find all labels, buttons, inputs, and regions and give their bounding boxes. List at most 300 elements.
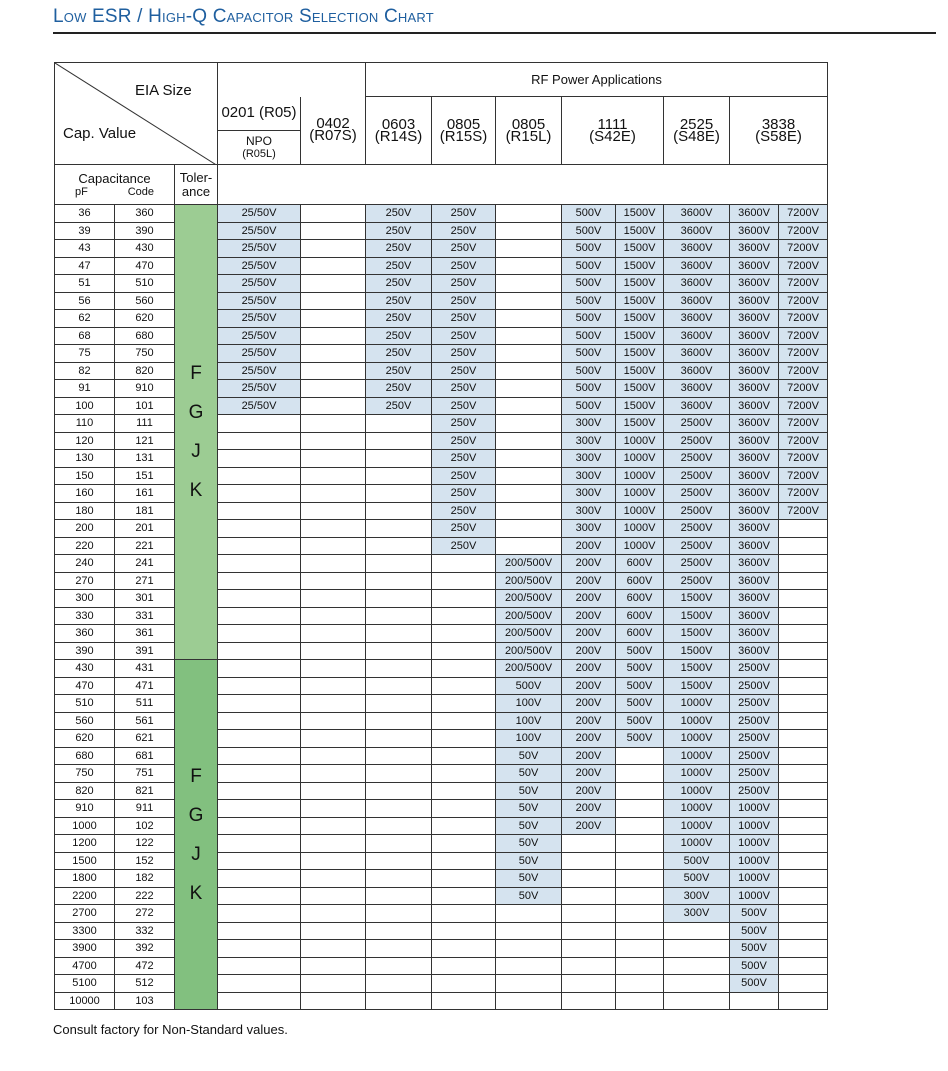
tolerance-header: Toler- ance bbox=[175, 165, 218, 205]
voltage-cell-r15l bbox=[496, 520, 562, 538]
voltage-cell-s58b bbox=[779, 642, 828, 660]
voltage-cell-s58a: 2500V bbox=[730, 765, 779, 783]
voltage-cell-s48 bbox=[664, 992, 730, 1010]
voltage-cell-s42a: 200V bbox=[562, 712, 616, 730]
cap-pf-cell: 47 bbox=[55, 257, 115, 275]
cap-code-cell: 911 bbox=[115, 800, 175, 818]
voltage-cell-r15l bbox=[496, 922, 562, 940]
voltage-cell-s42a: 200V bbox=[562, 730, 616, 748]
voltage-cell-r07 bbox=[301, 625, 366, 643]
voltage-cell-r14 bbox=[366, 852, 432, 870]
voltage-cell-s42a bbox=[562, 835, 616, 853]
voltage-cell-s42a: 300V bbox=[562, 450, 616, 468]
voltage-cell-r15s bbox=[432, 905, 496, 923]
voltage-cell-r07 bbox=[301, 292, 366, 310]
voltage-cell-s48: 2500V bbox=[664, 555, 730, 573]
voltage-cell-s58a: 2500V bbox=[730, 712, 779, 730]
voltage-cell-r07 bbox=[301, 747, 366, 765]
cap-code-cell: 820 bbox=[115, 362, 175, 380]
voltage-cell-s58b bbox=[779, 677, 828, 695]
voltage-cell-r14: 250V bbox=[366, 205, 432, 223]
table-row bbox=[55, 712, 828, 730]
cap-pf-cell: 510 bbox=[55, 695, 115, 713]
voltage-cell-s48: 3600V bbox=[664, 205, 730, 223]
voltage-cell-s58b bbox=[779, 992, 828, 1010]
table-row bbox=[55, 380, 828, 398]
voltage-cell-s42b: 500V bbox=[616, 677, 664, 695]
voltage-cell-s58a: 500V bbox=[730, 905, 779, 923]
voltage-cell-s42b: 1500V bbox=[616, 362, 664, 380]
voltage-cell-s58a: 3600V bbox=[730, 362, 779, 380]
voltage-cell-r05: 25/50V bbox=[218, 205, 301, 223]
voltage-cell-r05 bbox=[218, 555, 301, 573]
voltage-cell-r15l bbox=[496, 485, 562, 503]
voltage-cell-s42b: 1500V bbox=[616, 380, 664, 398]
voltage-cell-s48: 2500V bbox=[664, 502, 730, 520]
voltage-cell-s58a: 2500V bbox=[730, 782, 779, 800]
voltage-cell-s42a: 200V bbox=[562, 642, 616, 660]
voltage-cell-r14: 250V bbox=[366, 362, 432, 380]
voltage-cell-s42b bbox=[616, 887, 664, 905]
voltage-cell-r07 bbox=[301, 765, 366, 783]
voltage-cell-r15l bbox=[496, 397, 562, 415]
voltage-cell-r07 bbox=[301, 240, 366, 258]
voltage-cell-s58b: 7200V bbox=[779, 362, 828, 380]
voltage-cell-r05: 25/50V bbox=[218, 257, 301, 275]
cap-pf-cell: 150 bbox=[55, 467, 115, 485]
voltage-cell-r15l: 200/500V bbox=[496, 660, 562, 678]
voltage-cell-r07 bbox=[301, 467, 366, 485]
table-row bbox=[55, 607, 828, 625]
voltage-cell-r15s bbox=[432, 817, 496, 835]
voltage-cell-r07 bbox=[301, 485, 366, 503]
voltage-cell-r07 bbox=[301, 870, 366, 888]
voltage-cell-s42a: 500V bbox=[562, 257, 616, 275]
voltage-cell-r05 bbox=[218, 765, 301, 783]
voltage-cell-s42b: 1000V bbox=[616, 432, 664, 450]
voltage-cell-s42b: 1000V bbox=[616, 450, 664, 468]
voltage-cell-r05 bbox=[218, 905, 301, 923]
cap-pf-cell: 68 bbox=[55, 327, 115, 345]
cap-code-cell: 121 bbox=[115, 432, 175, 450]
voltage-cell-r15s bbox=[432, 957, 496, 975]
voltage-cell-r14 bbox=[366, 940, 432, 958]
voltage-cell-s58b bbox=[779, 887, 828, 905]
voltage-cell-s42a bbox=[562, 905, 616, 923]
voltage-cell-s48: 1500V bbox=[664, 607, 730, 625]
voltage-cell-r05: 25/50V bbox=[218, 222, 301, 240]
voltage-cell-r05: 25/50V bbox=[218, 292, 301, 310]
voltage-cell-r15s bbox=[432, 870, 496, 888]
voltage-cell-s42b bbox=[616, 747, 664, 765]
voltage-cell-s42a: 500V bbox=[562, 205, 616, 223]
voltage-cell-r14: 250V bbox=[366, 240, 432, 258]
voltage-cell-r05: 25/50V bbox=[218, 397, 301, 415]
eia-size-label: EIA Size bbox=[135, 82, 192, 99]
voltage-cell-r14 bbox=[366, 835, 432, 853]
voltage-cell-s58a: 3600V bbox=[730, 537, 779, 555]
voltage-cell-r15l bbox=[496, 940, 562, 958]
voltage-cell-r15s bbox=[432, 642, 496, 660]
voltage-cell-s58b bbox=[779, 905, 828, 923]
cap-code-cell: 182 bbox=[115, 870, 175, 888]
voltage-cell-r15l: 200/500V bbox=[496, 590, 562, 608]
voltage-cell-s58a: 500V bbox=[730, 975, 779, 993]
table-row bbox=[55, 310, 828, 328]
voltage-cell-r05 bbox=[218, 467, 301, 485]
voltage-cell-r07 bbox=[301, 695, 366, 713]
voltage-cell-s42b bbox=[616, 975, 664, 993]
voltage-cell-s58a: 3600V bbox=[730, 275, 779, 293]
voltage-cell-s42b: 1500V bbox=[616, 275, 664, 293]
table-row bbox=[55, 800, 828, 818]
voltage-cell-s58a: 3600V bbox=[730, 502, 779, 520]
cap-code-cell: 511 bbox=[115, 695, 175, 713]
voltage-cell-s42a: 500V bbox=[562, 362, 616, 380]
voltage-cell-s42b: 500V bbox=[616, 642, 664, 660]
voltage-cell-s42a: 200V bbox=[562, 537, 616, 555]
voltage-cell-s58a: 3600V bbox=[730, 222, 779, 240]
voltage-cell-s42a bbox=[562, 992, 616, 1010]
tolerance-letter: F bbox=[190, 363, 202, 384]
voltage-cell-r05 bbox=[218, 537, 301, 555]
voltage-cell-s42b: 1000V bbox=[616, 502, 664, 520]
voltage-cell-s42b: 1000V bbox=[616, 537, 664, 555]
cap-pf-cell: 91 bbox=[55, 380, 115, 398]
voltage-cell-s48: 1000V bbox=[664, 695, 730, 713]
voltage-cell-s42a bbox=[562, 975, 616, 993]
voltage-cell-r05: 25/50V bbox=[218, 380, 301, 398]
cap-pf-cell: 3300 bbox=[55, 922, 115, 940]
voltage-cell-r15l: 50V bbox=[496, 817, 562, 835]
voltage-cell-s48: 3600V bbox=[664, 345, 730, 363]
voltage-cell-s58b: 7200V bbox=[779, 240, 828, 258]
voltage-cell-s42b bbox=[616, 782, 664, 800]
rf-power-header: RF Power Applications bbox=[366, 63, 828, 97]
voltage-cell-r05 bbox=[218, 747, 301, 765]
voltage-cell-s42a: 500V bbox=[562, 310, 616, 328]
table-row bbox=[55, 450, 828, 468]
voltage-cell-r05: 25/50V bbox=[218, 362, 301, 380]
voltage-cell-s58a: 500V bbox=[730, 940, 779, 958]
voltage-cell-r15l bbox=[496, 205, 562, 223]
cap-pf-cell: 43 bbox=[55, 240, 115, 258]
voltage-cell-r15l: 500V bbox=[496, 677, 562, 695]
voltage-cell-s48: 300V bbox=[664, 905, 730, 923]
voltage-cell-s42b: 600V bbox=[616, 625, 664, 643]
voltage-cell-s42a: 500V bbox=[562, 345, 616, 363]
voltage-cell-s48: 500V bbox=[664, 870, 730, 888]
voltage-cell-s58b bbox=[779, 660, 828, 678]
voltage-cell-r15s bbox=[432, 712, 496, 730]
voltage-cell-s58a: 3600V bbox=[730, 642, 779, 660]
voltage-cell-r15l: 50V bbox=[496, 852, 562, 870]
voltage-cell-s58a: 2500V bbox=[730, 730, 779, 748]
voltage-cell-r14 bbox=[366, 415, 432, 433]
cap-pf-cell: 10000 bbox=[55, 992, 115, 1010]
size-2525-header: 2525 (S48E) bbox=[664, 97, 730, 165]
voltage-cell-s48: 2500V bbox=[664, 485, 730, 503]
cap-pf-cell: 1200 bbox=[55, 835, 115, 853]
voltage-cell-s58b bbox=[779, 800, 828, 818]
voltage-cell-s48: 1500V bbox=[664, 677, 730, 695]
voltage-cell-s42b: 1500V bbox=[616, 327, 664, 345]
voltage-cell-r07 bbox=[301, 450, 366, 468]
voltage-cell-r05 bbox=[218, 432, 301, 450]
size-0201-header: 0201 (R05) bbox=[218, 97, 301, 131]
voltage-cell-s48: 3600V bbox=[664, 275, 730, 293]
voltage-cell-s48: 2500V bbox=[664, 467, 730, 485]
voltage-cell-s42b: 1500V bbox=[616, 397, 664, 415]
cap-pf-cell: 110 bbox=[55, 415, 115, 433]
voltage-cell-s42b: 500V bbox=[616, 730, 664, 748]
cap-pf-cell: 220 bbox=[55, 537, 115, 555]
cap-code-cell: 360 bbox=[115, 205, 175, 223]
voltage-cell-r15s: 250V bbox=[432, 502, 496, 520]
voltage-cell-r14 bbox=[366, 642, 432, 660]
voltage-cell-r15s bbox=[432, 800, 496, 818]
voltage-cell-s42a: 500V bbox=[562, 380, 616, 398]
voltage-cell-s58a: 3600V bbox=[730, 625, 779, 643]
voltage-cell-s58b bbox=[779, 695, 828, 713]
cap-pf-cell: 160 bbox=[55, 485, 115, 503]
voltage-cell-s48: 3600V bbox=[664, 292, 730, 310]
cap-pf-cell: 1800 bbox=[55, 870, 115, 888]
tolerance-letter: K bbox=[189, 480, 203, 501]
voltage-cell-r07 bbox=[301, 712, 366, 730]
header-corner bbox=[55, 63, 218, 165]
voltage-cell-r07 bbox=[301, 940, 366, 958]
voltage-cell-s58b bbox=[779, 975, 828, 993]
voltage-cell-s58a: 3600V bbox=[730, 415, 779, 433]
voltage-cell-s48: 3600V bbox=[664, 362, 730, 380]
table-row bbox=[55, 992, 828, 1010]
voltage-cell-r14 bbox=[366, 957, 432, 975]
voltage-cell-r15s bbox=[432, 660, 496, 678]
voltage-cell-r07 bbox=[301, 502, 366, 520]
cap-pf-cell: 360 bbox=[55, 625, 115, 643]
table-row bbox=[55, 345, 828, 363]
voltage-cell-s58a bbox=[730, 992, 779, 1010]
voltage-cell-r14 bbox=[366, 695, 432, 713]
cap-code-cell: 512 bbox=[115, 975, 175, 993]
voltage-cell-s58b bbox=[779, 590, 828, 608]
size-1111-header: 1111 (S42E) bbox=[562, 97, 664, 165]
voltage-cell-r14 bbox=[366, 467, 432, 485]
voltage-cell-r15s: 250V bbox=[432, 310, 496, 328]
size-0805l-header: 0805 (R15L) bbox=[496, 97, 562, 165]
voltage-cell-s48: 1000V bbox=[664, 782, 730, 800]
cap-pf-cell: 62 bbox=[55, 310, 115, 328]
voltage-cell-s58a: 1000V bbox=[730, 817, 779, 835]
cap-pf-cell: 430 bbox=[55, 660, 115, 678]
voltage-cell-s58b bbox=[779, 870, 828, 888]
voltage-cell-s48: 2500V bbox=[664, 450, 730, 468]
voltage-cell-s42a bbox=[562, 957, 616, 975]
voltage-cell-s48: 1500V bbox=[664, 660, 730, 678]
voltage-cell-r07 bbox=[301, 327, 366, 345]
voltage-cell-r15l bbox=[496, 905, 562, 923]
cap-code-cell: 201 bbox=[115, 520, 175, 538]
voltage-cell-s48: 3600V bbox=[664, 380, 730, 398]
voltage-cell-s58a: 3600V bbox=[730, 205, 779, 223]
voltage-cell-s58b bbox=[779, 607, 828, 625]
table-row bbox=[55, 275, 828, 293]
voltage-cell-s42b: 1500V bbox=[616, 205, 664, 223]
voltage-cell-s58a: 2500V bbox=[730, 695, 779, 713]
voltage-cell-s58b: 7200V bbox=[779, 502, 828, 520]
voltage-cell-r14 bbox=[366, 870, 432, 888]
table-row bbox=[55, 817, 828, 835]
voltage-cell-s58a: 3600V bbox=[730, 310, 779, 328]
voltage-cell-s58a: 2500V bbox=[730, 747, 779, 765]
voltage-cell-r05: 25/50V bbox=[218, 327, 301, 345]
voltage-cell-s58b: 7200V bbox=[779, 432, 828, 450]
table-row bbox=[55, 975, 828, 993]
voltage-cell-r15s bbox=[432, 747, 496, 765]
table-row bbox=[55, 782, 828, 800]
voltage-cell-s58b bbox=[779, 765, 828, 783]
voltage-cell-s42b bbox=[616, 765, 664, 783]
voltage-cell-s58a: 3600V bbox=[730, 485, 779, 503]
voltage-cell-s42a: 200V bbox=[562, 677, 616, 695]
cap-code-cell: 301 bbox=[115, 590, 175, 608]
table-row bbox=[55, 677, 828, 695]
voltage-cell-s58a: 500V bbox=[730, 957, 779, 975]
cap-pf-cell: 200 bbox=[55, 520, 115, 538]
voltage-cell-r15l: 50V bbox=[496, 800, 562, 818]
voltage-cell-r07 bbox=[301, 817, 366, 835]
voltage-cell-s42a: 200V bbox=[562, 782, 616, 800]
voltage-cell-r07 bbox=[301, 555, 366, 573]
table-row bbox=[55, 887, 828, 905]
voltage-cell-s58b: 7200V bbox=[779, 257, 828, 275]
voltage-cell-r15s: 250V bbox=[432, 327, 496, 345]
voltage-cell-s58b bbox=[779, 572, 828, 590]
voltage-cell-s42a: 200V bbox=[562, 817, 616, 835]
table-row bbox=[55, 362, 828, 380]
table-row bbox=[55, 835, 828, 853]
voltage-cell-r14 bbox=[366, 590, 432, 608]
cap-code-cell: 510 bbox=[115, 275, 175, 293]
title-rule bbox=[53, 32, 936, 34]
voltage-cell-s58a: 1000V bbox=[730, 887, 779, 905]
voltage-cell-r15s: 250V bbox=[432, 450, 496, 468]
table-row bbox=[55, 765, 828, 783]
size-3838-header: 3838 (S58E) bbox=[730, 97, 828, 165]
cap-code-cell: 560 bbox=[115, 292, 175, 310]
voltage-cell-s58b: 7200V bbox=[779, 310, 828, 328]
voltage-cell-s42b: 1500V bbox=[616, 310, 664, 328]
voltage-cell-s42b bbox=[616, 870, 664, 888]
voltage-cell-s48: 2500V bbox=[664, 432, 730, 450]
table-row bbox=[55, 642, 828, 660]
voltage-cell-r15s bbox=[432, 677, 496, 695]
voltage-cell-s58b bbox=[779, 852, 828, 870]
voltage-cell-r05 bbox=[218, 590, 301, 608]
cap-code-cell: 332 bbox=[115, 922, 175, 940]
cap-code-cell: 430 bbox=[115, 240, 175, 258]
voltage-cell-r15s: 250V bbox=[432, 397, 496, 415]
cap-code-cell: 271 bbox=[115, 572, 175, 590]
voltage-cell-r14 bbox=[366, 485, 432, 503]
voltage-cell-s58a: 3600V bbox=[730, 380, 779, 398]
voltage-cell-s42a bbox=[562, 870, 616, 888]
voltage-cell-r15l: 200/500V bbox=[496, 555, 562, 573]
voltage-cell-s58a: 3600V bbox=[730, 572, 779, 590]
voltage-cell-s42b bbox=[616, 922, 664, 940]
voltage-cell-s48: 1000V bbox=[664, 835, 730, 853]
voltage-cell-s58b bbox=[779, 712, 828, 730]
voltage-cell-r15l bbox=[496, 345, 562, 363]
voltage-cell-r07 bbox=[301, 642, 366, 660]
table-row bbox=[55, 467, 828, 485]
cap-pf-cell: 1500 bbox=[55, 852, 115, 870]
voltage-cell-r05 bbox=[218, 975, 301, 993]
voltage-cell-s58b bbox=[779, 922, 828, 940]
voltage-cell-s48: 3600V bbox=[664, 327, 730, 345]
voltage-cell-s48: 3600V bbox=[664, 240, 730, 258]
cap-code-cell: 621 bbox=[115, 730, 175, 748]
voltage-cell-r07 bbox=[301, 537, 366, 555]
voltage-cell-s42a: 200V bbox=[562, 607, 616, 625]
voltage-cell-s48: 1000V bbox=[664, 712, 730, 730]
voltage-cell-r07 bbox=[301, 922, 366, 940]
voltage-cell-r15l: 50V bbox=[496, 782, 562, 800]
voltage-cell-r07 bbox=[301, 852, 366, 870]
voltage-cell-r05 bbox=[218, 887, 301, 905]
voltage-cell-s42b: 1000V bbox=[616, 520, 664, 538]
cap-value-label: Cap. Value bbox=[63, 125, 137, 142]
voltage-cell-r07 bbox=[301, 257, 366, 275]
voltage-cell-s58a: 3600V bbox=[730, 345, 779, 363]
voltage-cell-s42a: 200V bbox=[562, 747, 616, 765]
voltage-cell-s42a: 500V bbox=[562, 275, 616, 293]
voltage-cell-r05 bbox=[218, 800, 301, 818]
cap-code-cell: 910 bbox=[115, 380, 175, 398]
voltage-cell-s42a: 500V bbox=[562, 222, 616, 240]
voltage-cell-r15l: 50V bbox=[496, 747, 562, 765]
tolerance-letter: K bbox=[189, 882, 203, 904]
voltage-cell-s42a: 500V bbox=[562, 397, 616, 415]
voltage-cell-r15l: 200/500V bbox=[496, 642, 562, 660]
voltage-cell-r07 bbox=[301, 345, 366, 363]
voltage-cell-s42a: 300V bbox=[562, 432, 616, 450]
voltage-cell-r15s: 250V bbox=[432, 520, 496, 538]
voltage-cell-r14 bbox=[366, 765, 432, 783]
table-row bbox=[55, 485, 828, 503]
voltage-cell-r07 bbox=[301, 800, 366, 818]
voltage-cell-s58b: 7200V bbox=[779, 275, 828, 293]
voltage-cell-r07 bbox=[301, 992, 366, 1010]
voltage-cell-s58a: 500V bbox=[730, 922, 779, 940]
cap-pf-cell: 180 bbox=[55, 502, 115, 520]
voltage-cell-r15s bbox=[432, 695, 496, 713]
voltage-cell-r05 bbox=[218, 415, 301, 433]
voltage-cell-s42a bbox=[562, 852, 616, 870]
voltage-cell-r14 bbox=[366, 572, 432, 590]
voltage-cell-s42b: 1500V bbox=[616, 415, 664, 433]
table-row bbox=[55, 747, 828, 765]
voltage-cell-r15s bbox=[432, 835, 496, 853]
voltage-cell-r05 bbox=[218, 870, 301, 888]
voltage-cell-r07 bbox=[301, 520, 366, 538]
voltage-cell-r15l bbox=[496, 362, 562, 380]
voltage-cell-s42b bbox=[616, 957, 664, 975]
tolerance-letter: J bbox=[191, 441, 201, 462]
voltage-cell-s42b: 1000V bbox=[616, 467, 664, 485]
table-row bbox=[55, 695, 828, 713]
